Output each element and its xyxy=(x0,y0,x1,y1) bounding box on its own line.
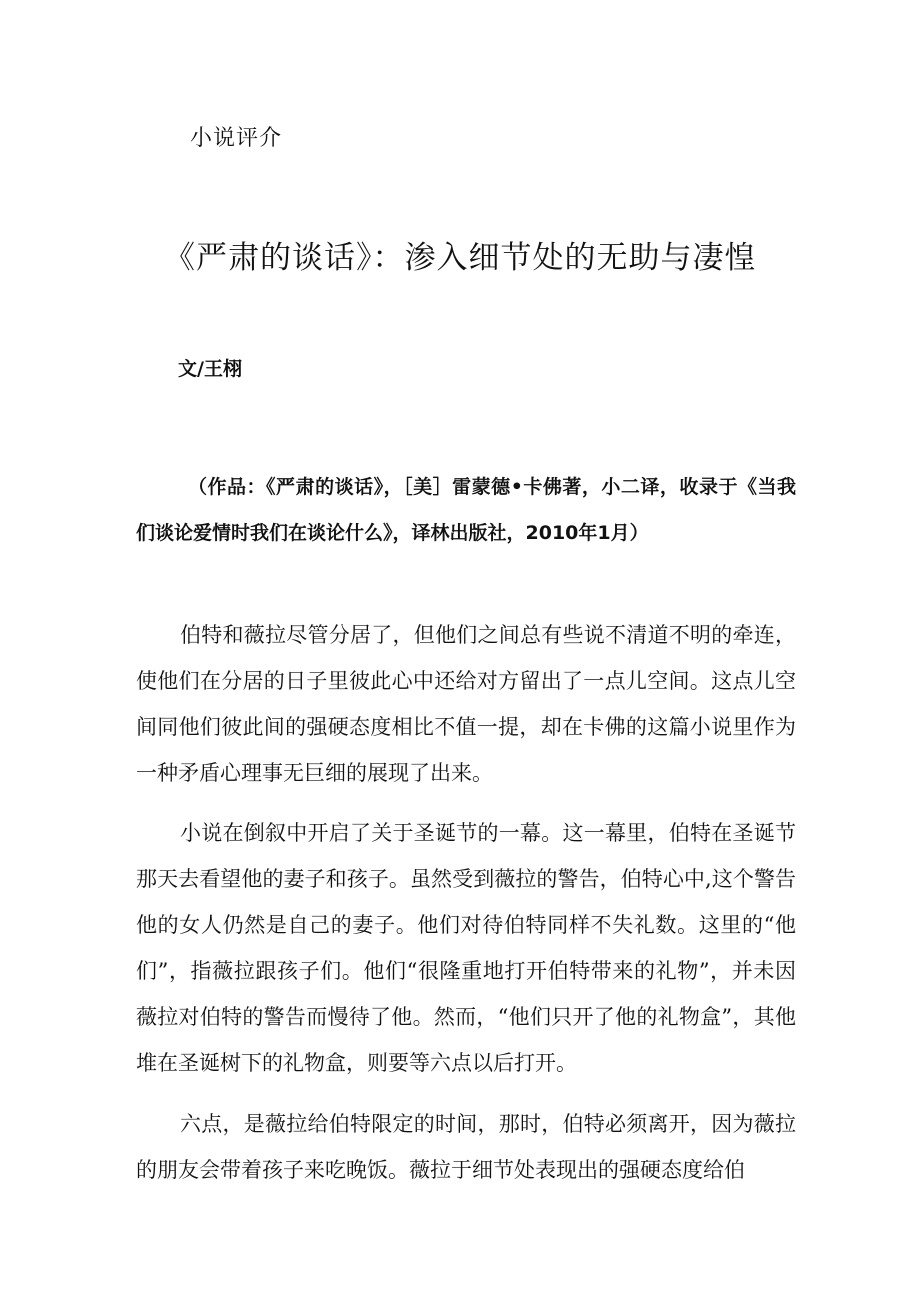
body-paragraph: 伯特和薇拉尽管分居了，但他们之间总有些说不清道不明的牵连，使他们在分居的日子里彼此心中还给对方留出了一点儿空间。这点儿空间同他们彼此间的强硬态度相比不值一提，却在卡佛的这篇小说里作为一种矛盾心理事无巨细的展现了出来。 xyxy=(136,623,796,785)
article-title: 《严肃的谈话》：渗入细节处的无助与凄惶 xyxy=(164,240,757,276)
source-note: （作品：《严肃的谈话》，［美］雷蒙德•卡佛著，小二译，收录于《当我们谈论爱情时我们在谈论什么》，译林出版社，2010年1月） xyxy=(136,476,796,544)
body-paragraph: 小说在倒叙中开启了关于圣诞节的一幕。这一幕里，伯特在圣诞节那天去看望他的妻子和孩子。虽然受到薇拉的警告，伯特心中,这个警告他的女人仍然是自己的妻子。他们对待伯特同样不失礼数。这里的“他们”，指薇拉跟孩子们。他们“很隆重地打开伯特带来的礼物”，并未因薇拉对伯特的警告而慢待了他。然而，“他们只开了他的礼物盒”，其他堆在圣诞树下的礼物盒，则要等六点以后打开。 xyxy=(136,821,796,1075)
author-byline: 文/王栩 xyxy=(178,358,242,380)
section-label: 小说评介 xyxy=(190,126,283,151)
body-paragraph: 六点，是薇拉给伯特限定的时间，那时，伯特必须离开，因为薇拉的朋友会带着孩子来吃晚饭。薇拉于细节处表现出的强硬态度给伯 xyxy=(136,1112,796,1182)
